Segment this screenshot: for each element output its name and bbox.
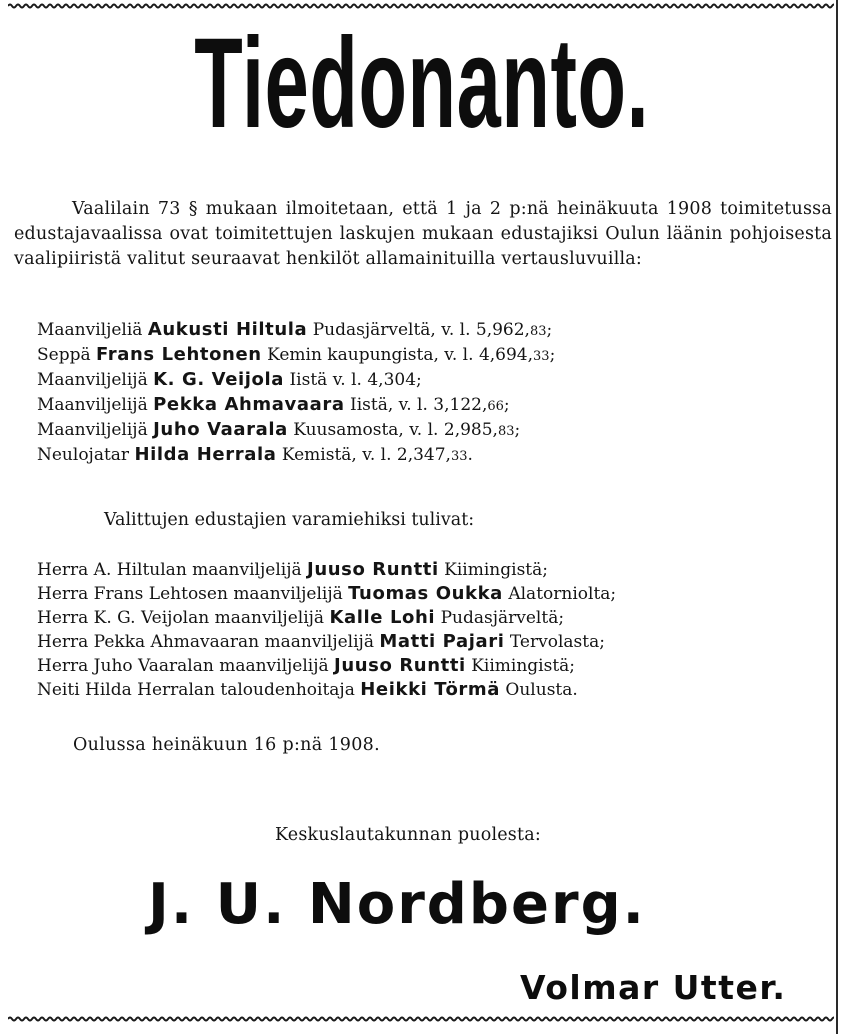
elected-row-end: ;: [549, 345, 556, 365]
elected-place: Kuusamosta, v. l.: [293, 420, 439, 440]
elected-ratio-decimal: 83: [529, 324, 547, 339]
elected-name: Juho Vaarala: [153, 419, 288, 440]
elected-name: Aukusti Hiltula: [147, 319, 308, 340]
elected-place: Kemin kaupungista, v. l.: [267, 345, 474, 365]
elected-place: Iistä, v. l.: [349, 395, 428, 415]
signature-utter: Volmar Utter.: [520, 968, 787, 1007]
elected-occupation: Seppä: [37, 345, 91, 365]
elected-row: [37, 393, 817, 418]
elected-ratio: 4,304: [367, 370, 417, 390]
deputy-place: Kiimingistä;: [471, 656, 576, 676]
deputy-prefix: Herra K. G. Veijolan maanviljelijä: [37, 608, 325, 628]
elected-row: [37, 443, 817, 468]
deputy-prefix: Neiti Hilda Herralan taloudenhoitaja: [37, 680, 355, 700]
deputy-prefix: Herra Pekka Ahmavaaran maanviljelijä: [37, 632, 374, 652]
elected-ratio: 4,694,: [478, 345, 534, 365]
deputy-row: [37, 582, 817, 606]
place-date: Oulussa heinäkuun 16 p:nä 1908.: [73, 735, 380, 755]
elected-ratio-decimal: 33: [533, 349, 550, 364]
elected-place: Iistä v. l.: [289, 370, 362, 390]
elected-row: [37, 418, 817, 443]
deputy-name: Heikki Törmä: [360, 679, 501, 700]
deputy-row: [37, 678, 817, 702]
deputy-prefix: Herra A. Hiltulan maanviljelijä: [37, 560, 302, 580]
elected-occupation: Maanviljelijä: [37, 420, 148, 440]
deputy-place: Alatorniolta;: [508, 584, 617, 604]
elected-row: [37, 368, 817, 393]
deputy-row: [37, 630, 817, 654]
deputy-prefix: Herra Frans Lehtosen maanviljelijä: [37, 584, 343, 604]
elected-occupation: Maanviljelijä: [37, 395, 148, 415]
elected-name: Pekka Ahmavaara: [153, 394, 345, 415]
deputy-name: Kalle Lohi: [329, 607, 436, 628]
signature-nordberg: J. U. Nordberg.: [148, 872, 646, 937]
deputy-place: Tervolasta;: [509, 632, 605, 652]
elected-ratio: 5,962,: [475, 320, 530, 340]
elected-name: Frans Lehtonen: [96, 344, 262, 365]
elected-ratio: 2,347,: [396, 445, 451, 465]
deputy-prefix: Herra Juho Vaaralan maanviljelijä: [37, 656, 329, 676]
elected-occupation: Maanviljeliä: [37, 320, 143, 340]
elected-row: [37, 318, 817, 343]
elected-name: K. G. Veijola: [153, 369, 285, 390]
elected-ratio-decimal: 33: [450, 449, 468, 464]
intro-text: Vaalilain 73 § mukaan ilmoitetaan, että 1 ja 2 p:nä heinäkuuta 1908 toimitetussa edustajavaalissa ovat toimitettujen laskujen mukaan edustajiksi Oulun läänin pohjoisesta vaalipiiristä valitut seuraavat henkilöt allamainituilla vertausluvuilla:: [14, 199, 832, 269]
elected-row-end: ;: [416, 370, 422, 390]
deputy-row: [37, 558, 817, 582]
intro-paragraph: [14, 197, 832, 272]
right-border-line: [836, 0, 838, 1034]
deputy-place: Pudasjärveltä;: [440, 608, 565, 628]
elected-row-end: ;: [546, 320, 553, 340]
elected-name: Hilda Herrala: [134, 444, 277, 465]
bottom-wavy-rule: [8, 1016, 834, 1022]
elected-row-end: ;: [514, 420, 521, 440]
deputy-row: [37, 606, 817, 630]
deputy-name: Tuomas Oukka: [348, 583, 503, 604]
deputy-name: Juuso Runtti: [334, 655, 466, 676]
deputy-row: [37, 654, 817, 678]
elected-row-end: ;: [503, 395, 510, 415]
elected-ratio: 3,122,: [433, 395, 488, 415]
elected-occupation: Neulojatar: [37, 445, 130, 465]
deputy-place: Oulusta.: [505, 680, 578, 700]
on-behalf-line: Keskuslautakunnan puolesta:: [275, 825, 541, 845]
deputy-place: Kiimingistä;: [444, 560, 548, 580]
elected-place: Pudasjärveltä, v. l.: [312, 320, 471, 340]
deputy-name: Matti Pajari: [379, 631, 505, 652]
elected-row: [37, 343, 817, 368]
elected-ratio: 2,985,: [443, 420, 498, 440]
deputy-name: Juuso Runtti: [307, 559, 439, 580]
elected-ratio-decimal: 83: [497, 424, 515, 439]
elected-place: Kemistä, v. l.: [281, 445, 392, 465]
elected-row-end: .: [467, 445, 473, 465]
elected-list: [37, 318, 817, 468]
elected-occupation: Maanviljelijä: [37, 370, 148, 390]
deputies-heading: Valittujen edustajien varamiehiksi tulivat:: [104, 510, 475, 530]
deputies-list: [37, 558, 817, 702]
elected-ratio-decimal: 66: [487, 399, 504, 414]
notice-title: Tiedonanto.: [194, 12, 650, 155]
